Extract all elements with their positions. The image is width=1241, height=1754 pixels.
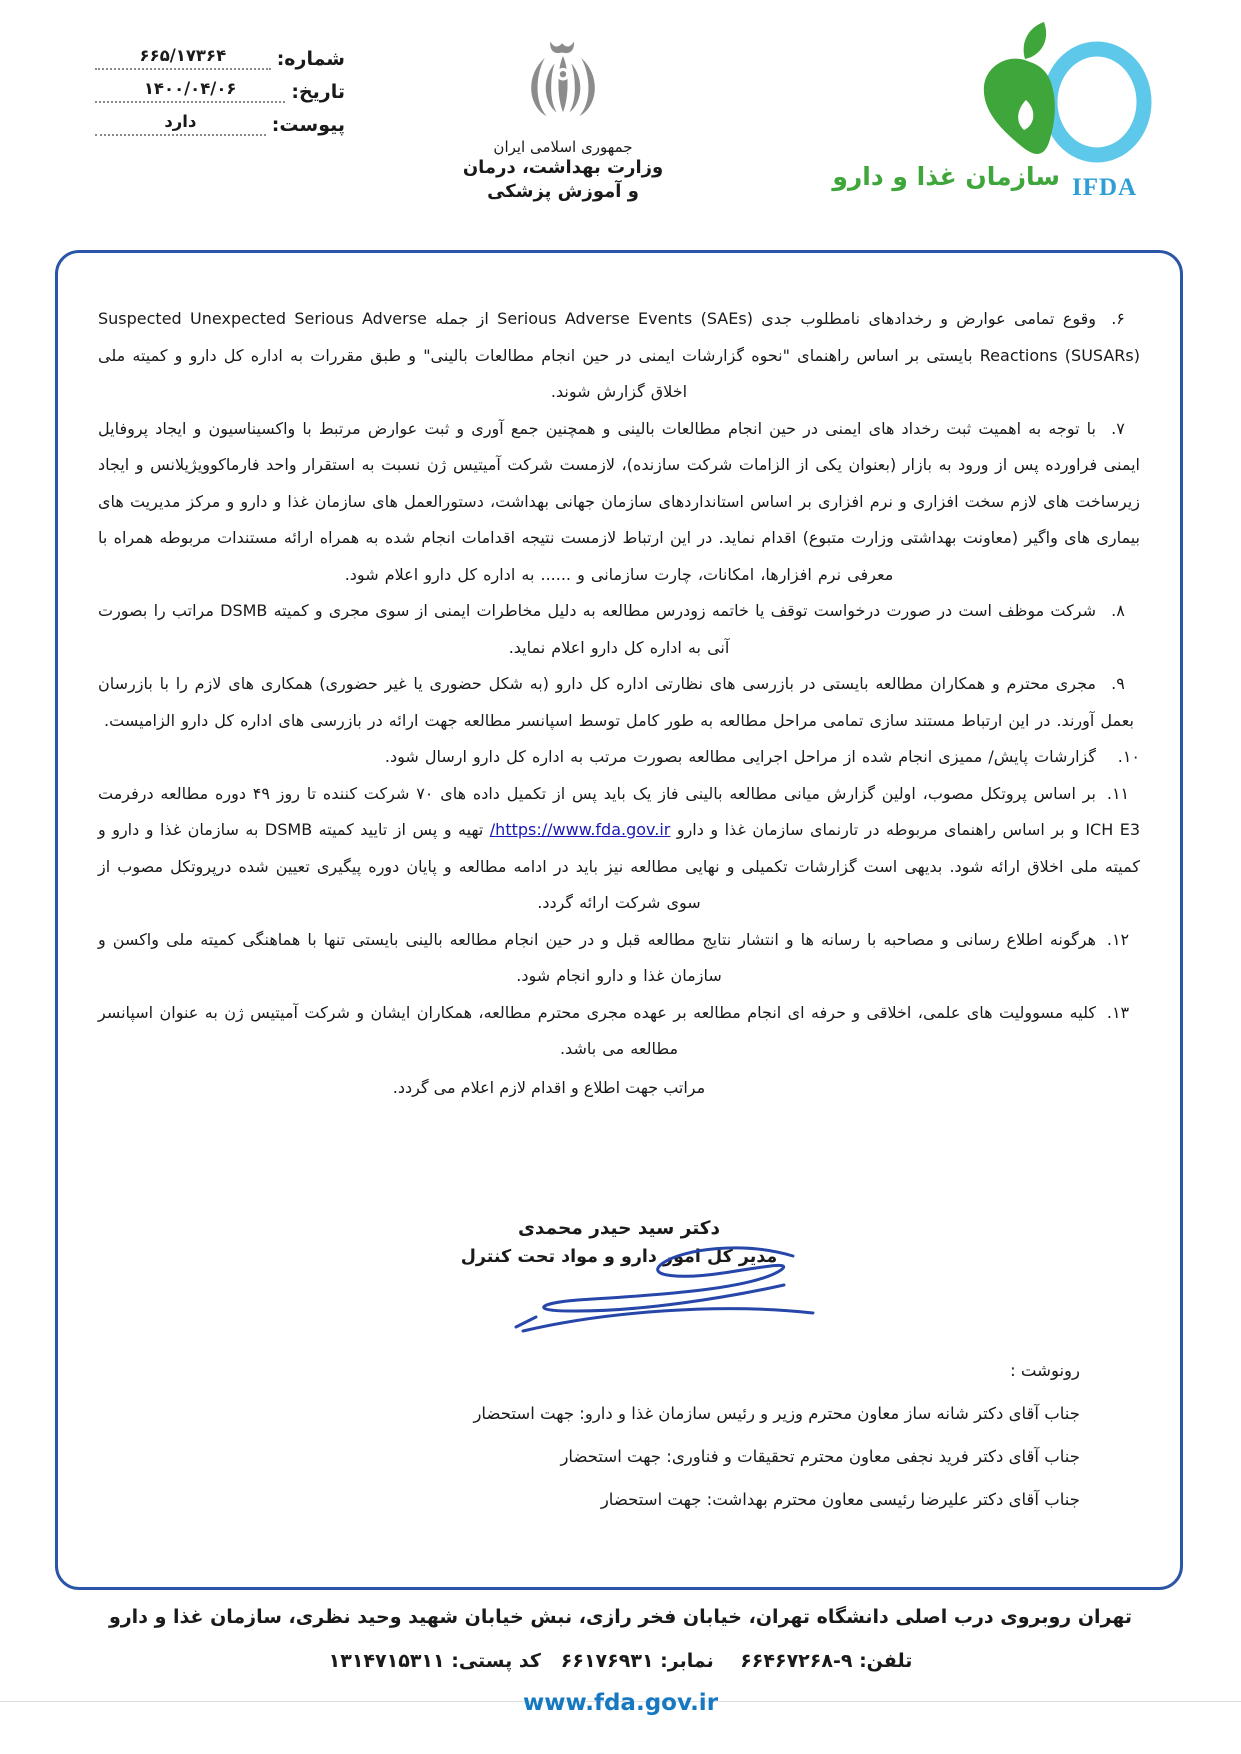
letter-number-label: شماره:	[276, 48, 345, 70]
item-text: شرکت موظف است در صورت درخواست توقف یا خاتمه زودرس مطالعه به دلیل مخاطرات ایمنی از سوی مجری و کمیته DSMB مراتب را بصورت آنی به اداره کل دارو اعلام نماید.	[98, 601, 1096, 657]
signer-title: مدیر کل امور دارو و مواد تحت کنترل	[460, 1247, 778, 1267]
ministry-line3: و آموزش پزشکی	[487, 181, 639, 202]
item-number: ۶.	[1111, 309, 1125, 328]
letter-number-row	[95, 46, 345, 70]
items	[98, 301, 1140, 1068]
item-number: ۱۰.	[1117, 747, 1140, 766]
ministry-line2: وزارت بهداشت، درمان	[462, 157, 664, 178]
cc-block	[473, 1349, 1080, 1521]
list-item	[98, 666, 1140, 739]
cc-line: جناب آقای دکتر فرید نجفی معاون محترم تحقیقات و فناوری: جهت استحضار	[560, 1447, 1080, 1466]
cc-lines	[473, 1392, 1080, 1521]
list-item	[98, 995, 1140, 1068]
footer-contacts: تلفن: ۹-۶۶۴۶۷۲۶۸ نمابر: ۶۶۱۷۶۹۳۱ کد پستی: ۱۳۱۴۷۱۵۳۱۱	[328, 1650, 913, 1672]
item-text: هرگونه اطلاع رسانی و مصاحبه با رسانه ها و انتشار نتایج مطالعه قبل و در حین انجام مطالعه بالینی بایستی تنها با هماهنگی کمیته ملی واکسن و سازمان غذا و دارو انجام شود.	[98, 929, 1096, 985]
letter-attachment-value: دارد	[95, 112, 266, 136]
cc-line: جناب آقای دکتر شانه ساز معاون محترم وزیر و رئیس سازمان غذا و دارو: جهت استحضار	[473, 1404, 1080, 1423]
list-item	[98, 301, 1140, 411]
signer-name: دکتر سید حیدر محمدی	[517, 1218, 721, 1239]
ministry-line1: جمهوری اسلامی ایران	[493, 138, 633, 156]
ifda-acronym: IFDA	[1072, 174, 1138, 201]
fda-url-link[interactable]: https://www.fda.gov.ir/	[489, 820, 671, 839]
list-item	[98, 776, 1140, 922]
footer-website-link[interactable]: www.fda.gov.ir	[522, 1690, 719, 1716]
footer-address: تهران روبروی درب اصلی دانشگاه تهران، خیابان فخر رازی، نبش خیابان شهید وحید نظری، سازمان غذا و دارو	[108, 1606, 1133, 1628]
ifda-logo	[832, 22, 1182, 202]
letter-number-value: ۶۶۵/۱۷۳۶۴	[95, 46, 271, 70]
letter-date-label: تاریخ:	[291, 81, 345, 103]
item-text: گزارشات پایش/ ممیزی انجام شده از مراحل اجرایی مطالعه بصورت مرتب به اداره کل دارو ارسال شود.	[384, 747, 1096, 766]
list-item	[98, 593, 1140, 666]
ifda-apple-icon	[972, 22, 1157, 182]
item-number: ۱۱.	[1106, 783, 1130, 803]
list-item	[98, 922, 1140, 995]
ministry-header	[408, 36, 718, 204]
item-number: ۷.	[1111, 418, 1125, 438]
item-text: کلیه مسوولیت های علمی، اخلاقی و حرفه ای انجام مطالعه بر عهده مجری محترم مطالعه، همکاران ایشان و شرکت آمیتیس ژن به عنوان اسپانسر مطالعه می باشد.	[98, 1002, 1096, 1058]
item-text: با توجه به اهمیت ثبت رخداد های ایمنی در حین انجام مطالعات بالینی و همچنین جمع آوری و ثبت عوارض مرتبط با واکسیناسیون و ایجاد پروفایل ایمنی فراورده پس از ورود به بازار (بعنوان یکی از الزامات شرکت سازنده)، لازمست شرکت آمیتیس ژن نسبت به استقرار واحد فارماکوویژیلانس و ایجاد زیرساخت های لازم سخت افزاری و نرم افزاری بر اساس استانداردهای سازمان جهانی بهداشت، دستورالعمل های سازمان غذا و دارو و مرکز مدیریت های بیماری های واگیر (معاونت بهداشتی وزارت متبوع) اقدام نماید. در این ارتباط لازمست نتیجه اقدامات انجام شده به همراه ارائه مستندات مربوطه همراه با معرفی نرم افزارها، امکانات، چارت سازمانی و ...... به اداره کل دارو اعلام شود.	[98, 418, 1140, 584]
cc-line: جناب آقای دکتر علیرضا رئیسی معاون محترم بهداشت: جهت استحضار	[600, 1490, 1080, 1509]
item-number: ۱۳.	[1106, 1002, 1130, 1022]
letter-date-row	[95, 79, 345, 103]
item-text: وقوع تمامی عوارض و رخدادهای نامطلوب جدی (Serious Adverse Events (SAEs از جمله Suspected Unexpected Serious Adverse Reactions (SUSARs) بایستی بر اساس راهنمای "نحوه گزارشات ایمنی در حین انجام مطالعات بالینی" و طبق مقررات به اداره کل دارو و کمیته ملی اخلاق گزارش شوند.	[98, 309, 1141, 401]
ifda-org-name: سازمان غذا و دارو	[832, 162, 1060, 191]
closing-line: مراتب جهت اطلاع و اقدام لازم اعلام می گردد.	[392, 1077, 706, 1097]
cc-label: رونوشت :	[1010, 1361, 1080, 1380]
signature-scrawl	[488, 1241, 828, 1341]
item-number: ۱۲.	[1106, 929, 1130, 949]
letter-body-box	[55, 250, 1183, 1590]
item-number: ۹.	[1111, 674, 1125, 693]
letter-attachment-row	[95, 112, 345, 136]
item-number: ۸.	[1111, 601, 1125, 620]
letter-attachment-label: پیوست:	[271, 114, 345, 136]
iran-emblem-icon	[517, 36, 609, 136]
item-text: تهیه و پس از تایید کمیته DSMB به سازمان غذا و دارو و کمیته ملی اخلاق ارائه شود. بدیهی است گزارشات تکمیلی و نهایی مطالعه نیز باید در ادامه مطالعه و پایان دوره پیگیری تعیین شده درپروتکل مصوب از سوی شرکت ارائه گردد.	[98, 820, 1140, 912]
item-text: مجری محترم و همکاران مطالعه بایستی در بازرسی های نظارتی اداره کل دارو (به شکل حضوری یا غیر حضوری) همکاری های لازم را با بازرسان بعمل آورند. در این ارتباط مستند سازی تمامی مراحل مطالعه به طور کامل توسط اسپانسر مطالعه جهت ارائه در بازرسی های اداره کل دارو الزامیست.	[98, 674, 1134, 730]
letter-date-value: ۱۴۰۰/۰۴/۰۶	[95, 79, 285, 103]
item-text: بر اساس پروتکل مصوب، اولین گزارش میانی مطالعه بالینی فاز یک باید پس از تکمیل داده های ۷۰ شرکت کننده تا روز ۴۹ دوره مطالعه درفرمت ICH E3 و بر اساس راهنمای مربوطه در تارنمای سازمان غذا و دارو	[98, 783, 1141, 839]
list-item	[98, 411, 1140, 594]
letter-meta	[95, 46, 345, 145]
list-item	[98, 739, 1140, 776]
